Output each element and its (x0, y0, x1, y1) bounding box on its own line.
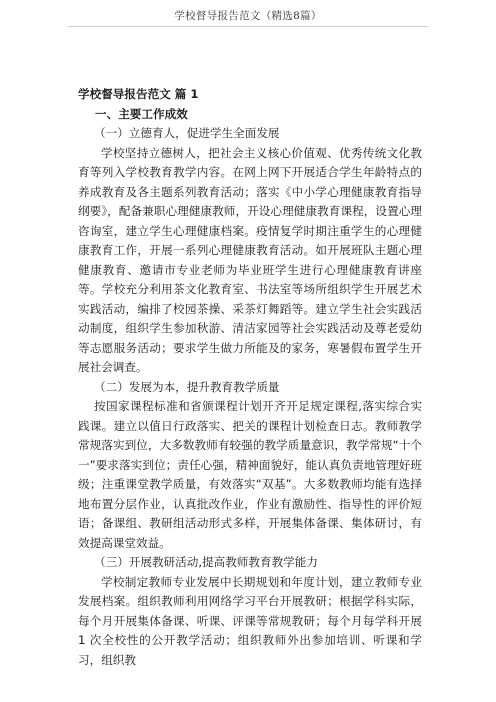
header-divider (68, 26, 428, 27)
subsection-heading-1: （一）立德育人，促进学生全面发展 (94, 126, 280, 140)
section-heading: 一、主要工作成效 (95, 106, 188, 121)
paragraph-1: 学校坚持立德树人，把社会主义核心价值观、优秀传统文化教育等列入学校教育教学内容。在网上网下开展适合学生年龄特点的养成教育及各主题系列教育活动；落实《中小学心理健康教育指导纲要》，配备兼职心理健康教师，开设心理健康教育课程，设置心理咨询室，建立学生心理健康档案。疫情复学时期注重学生的心理健康教育工作，开展一系列心理健康教育活动。如开展班队主题心理健康教育、邀请市专业老师为毕业班学生进行心理健康教育讲座等。学校充分利用茶文化教育室、书法室等场所组织学生开展艺术实践活动，编排了校园茶操、采茶灯舞蹈等。建立学生社会实践活动制度，组织学生参加秋游、清洁家园等社会实践活动及尊老爱幼等志愿服务活动；要求学生做力所能及的家务，寒暑假布置学生开展社会调查。 (78, 145, 422, 374)
subsection-heading-2: （二）发展为本，提升教育教学质量 (94, 379, 280, 394)
paragraph-3: 学校制定教师专业发展中长期规划和年度计划，建立教师专业发展档案。组织教师利用网络学习平台开展教研；根据学科实际，每个月开展集体备课、听课、评课等常规教研；每个月每学科开展 1 次全校性的公开教学活动；组织教师外出参加培训、听课和学习，组织教 (78, 574, 422, 667)
running-header: 学校督导报告范文（精选8篇） (174, 10, 322, 22)
subsection-heading-3: （三）开展教研活动,提高教师教育教学能力 (94, 555, 318, 569)
document-title: 学校督导报告范文 篇 1 (78, 87, 199, 101)
document-body (78, 85, 422, 670)
paragraph-2: 按国家课程标准和省颁课程计划开齐开足规定课程,落实综合实践课。建立以值日行政落实、把关的课程计划检查日志。教师教学常规落实到位，大多数教师有较强的教学质量意识，教学常规“十个一”要求落实到位；责任心强，精神面貌好，能认真负责地管理好班级；注重课堂教学质量，有效落实“双基”。大多数教师均能有选择地布置分层作业，认真批改作业，作业有激励性、指导性的评价短语；备课组、教研组活动形式多样，开展集体备课、集体研讨，有效提高课堂效益。 (78, 399, 422, 550)
